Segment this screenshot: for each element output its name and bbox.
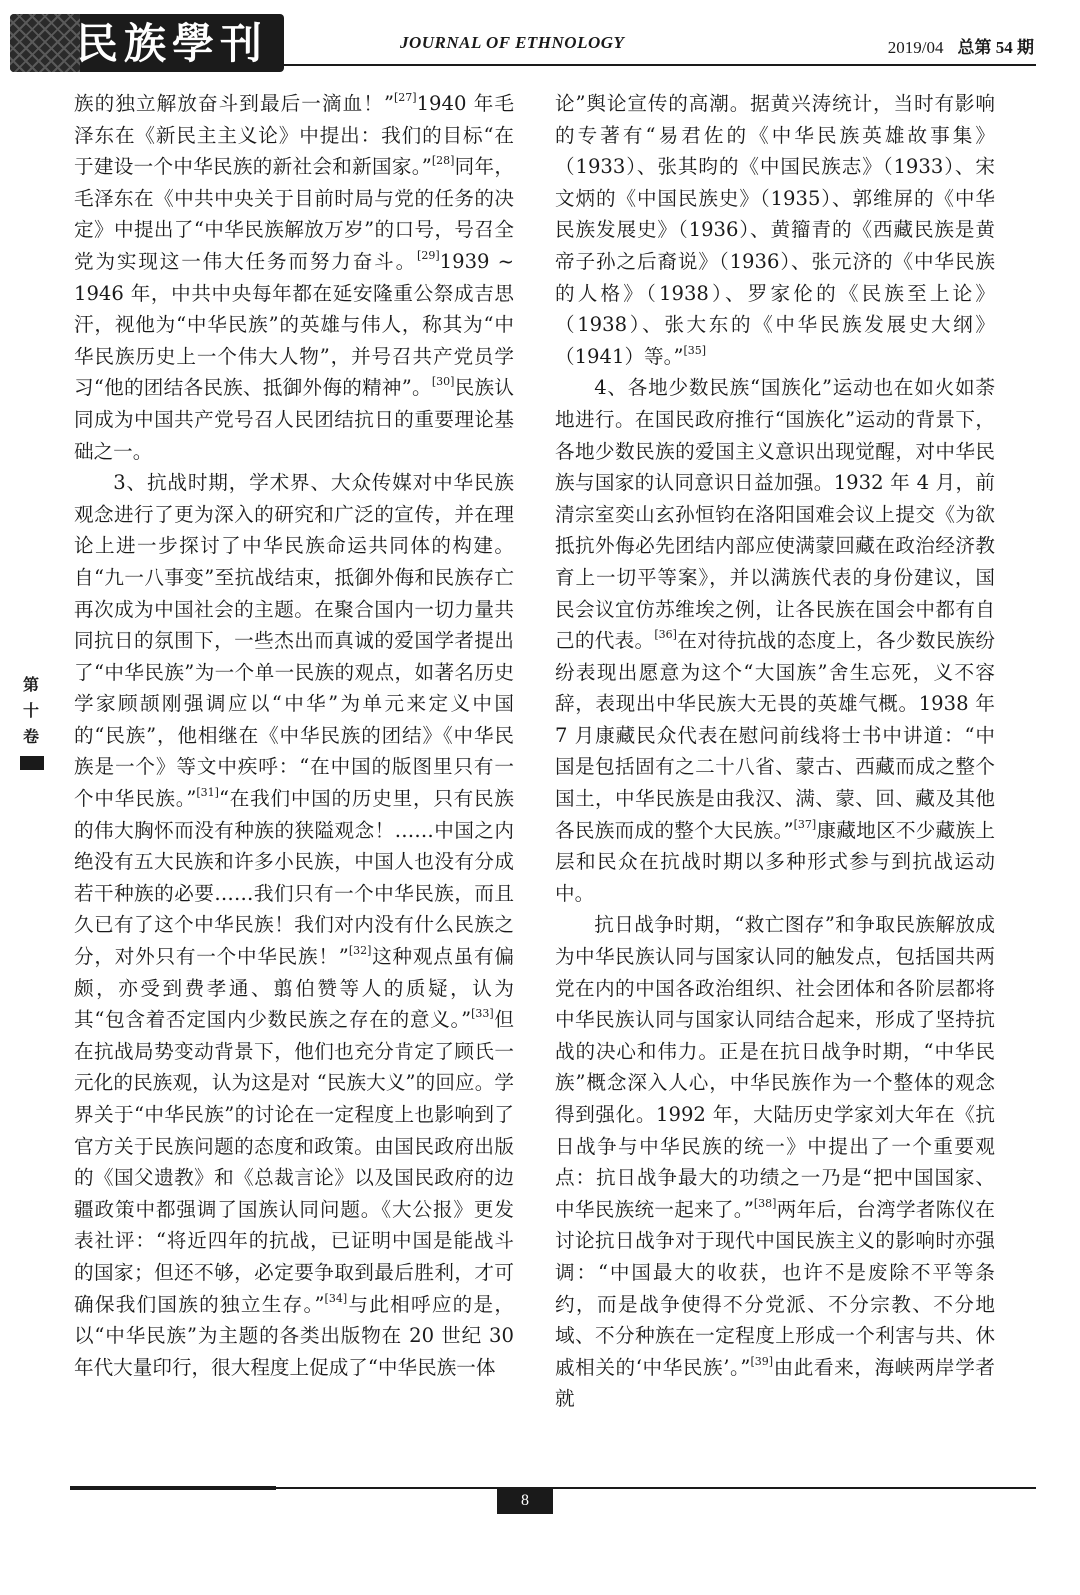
side-tab-char: 十 xyxy=(22,701,39,720)
citation-marker: [28] xyxy=(431,154,455,168)
body-paragraph xyxy=(555,372,995,909)
body-paragraph xyxy=(555,88,995,372)
paragraph-text: 两年后，台湾学者陈仪在讨论抗日战争对于现代中国民族主义的影响时亦强调：“中国最大的收获，也许不是废除不平等条约，而是战争使得不分党派、不分宗教、不分地域、不分种族在一定程度上形成一个利害与共、休戚相关的‘中华民族’。” xyxy=(555,1197,996,1379)
paragraph-text: 4、各地少数民族“国族化”运动也在如火如荼地进行。在国民政府推行“国族化”运动的背景下，各地少数民族的爱国主义意识出现觉醒，对中华民族与国家的认同意识日益加强。1932 年 4 月，前清宗室奕山玄孙恒钧在洛阳国难会议上提交《为欲抵抗外侮必先团结内部应使满蒙回藏在政治经济教育上一切平等案》，并以满族代表的身份建议，国民会议宜仿苏维埃之例，让各民族在国会中都有自己的代表。 xyxy=(555,376,995,653)
citation-marker: [27] xyxy=(393,91,417,104)
paragraph-text: 与此相呼应的是，以“中华民族”为主题的各类出版物在 20 世纪 30 年代大量印行，很大程度上促成了“中华民族一体 xyxy=(74,1292,514,1379)
citation-marker: [30] xyxy=(431,375,455,389)
paragraph-text: 康藏地区不少藏族上层和民众在抗战时期以多种形式参与到抗战运动中。 xyxy=(555,818,995,905)
paragraph-text: 同年，毛泽东在《中共中央关于目前时局与党的任务的决定》中提出了“中华民族解放万岁”的口号，号召全党为实现这一伟大任务而努力奋斗。 xyxy=(74,155,515,273)
citation-marker: [35] xyxy=(683,343,707,357)
body-paragraph xyxy=(74,467,514,1383)
journal-name: JOURNAL OF ETHNOLOGY xyxy=(400,33,625,52)
citation-marker: [32] xyxy=(348,944,372,958)
body-paragraph xyxy=(555,909,995,1415)
issue-date: 2019/04 xyxy=(887,38,944,57)
footer-rule xyxy=(276,1487,1036,1489)
issue-info xyxy=(888,33,1034,58)
paragraph-text: 在对待抗战的态度上，各少数民族纷纷表现出愿意为这个“大国族”舍生忘死，义不容辞，表现出中华民族大无畏的英雄气概。1938 年 7 月康藏民众代表在慰问前线将士书中讲道：“中国是包括固有之二十八省、蒙古、西藏而成之整个国土，中华民族是由我汉、满、蒙、回、藏及其他各民族而成的整个大民族。” xyxy=(555,629,996,842)
citation-marker: [37] xyxy=(793,817,817,831)
page-number: 8 xyxy=(497,1488,553,1514)
paragraph-text: 1939 ~ 1946 年，中共中央每年都在延安隆重公祭成吉思汗，视他为“中华民族”的英雄与伟人，称其为“中华民族历史上一个伟大人物”，并号召共产党员学习“他的团结各民族、抵御外侮的精神”。 xyxy=(74,249,514,400)
side-tab-char: 第 xyxy=(22,675,39,694)
side-tab-char: 卷 xyxy=(22,727,39,746)
volume-side-tab xyxy=(20,672,42,768)
paragraph-text: 但在抗战局势变动背景下，他们也充分肯定了顾氏一元化的民族观，认为这是对 “民族大义”的回应。学界关于“中华民族”的讨论在一定程度上也影响到了官方关于民族问题的态度和政策。由国民政府出版的《国父遗教》和《总裁言论》以及国民政府的边疆政策中都强调了国族认同问题。《大公报》更发表社评：“将近四年的抗战，已证明中国是能战斗的国家；但还不够，必定要争取到最后胜利，才可确保我们国族的独立生存。” xyxy=(74,1008,515,1316)
paragraph-text: 抗日战争时期，“救亡图存”和争取民族解放成为中华民族认同与国家认同的触发点，包括国共两党在内的中国各政治组织、社会团体和各阶层都将中华民族认同与国家认同结合起来，形成了坚持抗战的决心和伟力。正是在抗日战争时期，“中华民族”概念深入人心，中华民族作为一个整体的观念得到强化。1992 年，大陆历史学家刘大年在《抗日战争与中华民族的统一》中提出了一个重要观点：抗日战争最大的功绩之一乃是“把中国国家、中华民族统一起来了。” xyxy=(555,913,995,1221)
logo-title: 民族學刊 xyxy=(76,19,269,68)
citation-marker: [34] xyxy=(324,1291,348,1305)
paragraph-text: 这种观点虽有偏颇，亦受到费孝通、翦伯赞等人的质疑，认为其“包含着否定国内少数民族之存在的意义。” xyxy=(74,945,514,1032)
logo-ornament-icon xyxy=(10,14,80,72)
citation-marker: [36] xyxy=(654,628,677,642)
citation-marker: [31] xyxy=(196,786,219,800)
paragraph-text: “在我们中国的历史里，只有民族的伟大胸怀而没有种族的狭隘观念！……中国之内绝没有五大民族和许多小民族，中国人也没有分成若干种族的必要……我们只有一个中华民族，而且久已有了这个中华民族！我们对内没有什么民族之分，对外只有一个中华民族！” xyxy=(74,787,514,969)
side-tab-bar xyxy=(20,756,44,770)
paragraph-text: 3、抗战时期，学术界、大众传媒对中华民族观念进行了更为深入的研究和广泛的宣传，并在理论上进一步探讨了中华民族命运共同体的构建。自“九一八事变”至抗战结束，抵御外侮和民族存亡再次成为中国社会的主题。在聚合国内一切力量共同抗日的氛围下，一些杰出而真诚的爱国学者提出了“中华民族”为一个单一民族的观点，如著名历史学家顾颉刚强调应以“中华”为单元来定义中国的“民族”，他相继在《中华民族的团结》《中华民族是一个》等文中疾呼：“在中国的版图里只有一个中华民族。” xyxy=(74,471,514,811)
paragraph-text: 由此看来，海峡两岸学者就 xyxy=(555,1355,995,1411)
body-paragraph xyxy=(74,88,514,467)
page-header xyxy=(0,0,1080,78)
journal-logo xyxy=(10,14,284,72)
citation-marker: [38] xyxy=(753,1196,777,1210)
paragraph-text: 族的独立解放奋斗到最后一滴血！” xyxy=(74,92,394,115)
issue-total-number: 总第 54 期 xyxy=(957,38,1034,57)
footer-rule-thick xyxy=(70,1486,276,1490)
header-rule xyxy=(284,64,1036,66)
paragraph-text: 论”舆论宣传的高潮。据黄兴涛统计，当时有影响的专著有“易君佐的《中华民族英雄故事集》（1933）、张其昀的《中国民族志》（1933）、宋文炳的《中国民族史》（1935）、郭维屏的《中华民族发展史》（1936）、黄籀青的《西藏民族是黄帝子孙之后裔说》（1936）、张元济的《中华民族的人格》（1938）、罗家伦的《民族至上论》（1938）、张大东的《中华民族发展史大纲》（1941）等。” xyxy=(555,92,995,368)
citation-marker: [33] xyxy=(471,1007,494,1021)
paragraph-text: 1940 年毛泽东在《新民主主义论》中提出：我们的目标“在于建设一个中华民族的新社会和新国家。” xyxy=(74,92,514,179)
right-column xyxy=(555,88,995,1415)
left-column xyxy=(74,88,514,1383)
paragraph-text: 民族认同成为中国共产党号召人民团结抗日的重要理论基础之一。 xyxy=(74,376,514,463)
citation-marker: [29] xyxy=(417,248,440,262)
citation-marker: [39] xyxy=(750,1354,774,1368)
